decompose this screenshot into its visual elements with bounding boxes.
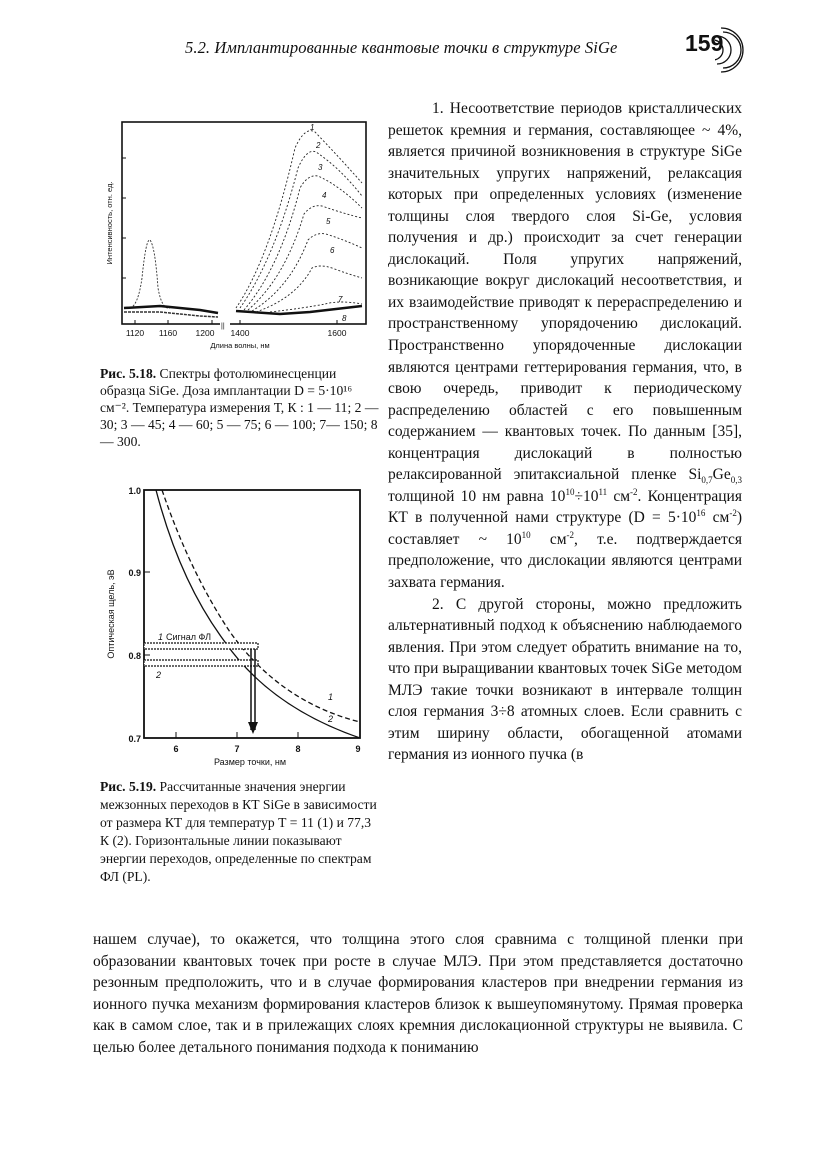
figure-caption-text: Спектры фотолюминесценции образца SiGe. Доза имплантации D = 5·10¹⁶ см⁻². Температура измерения Т, К : 1 — 11; 2 — 30; 3 — 45; 4 — 60; 5 — 75; 6 — 100; 7— 150; 8 — 300. <box>100 366 379 449</box>
page-number-arc-ornament-icon <box>715 24 749 76</box>
svg-text:0.7: 0.7 <box>128 734 141 744</box>
paragraph-continuation: нашем случае), то окажется, что толщина этого слоя сравнима с толщиной пленки при образовании квантовых точек при росте в случае МЛЭ. При этом представляется достаточно резонным предположить, что и в случае формирования кластеров при внедрении германия из ионного пучка механизм формирования кластеров близок к вышеупомянутому. Прямая проверка как в самом слое, так и в прилежащих слоях кремния дислокационной структуры не выявила. С целью более детального понимания подхода к пониманию <box>93 931 743 1056</box>
svg-text:1: 1 <box>310 123 315 132</box>
svg-text:Интенсивность, отн. ед.: Интенсивность, отн. ед. <box>105 181 114 265</box>
svg-text:7: 7 <box>338 295 343 304</box>
figure-5-18-caption <box>100 365 380 450</box>
svg-text:Оптическая щель, эВ: Оптическая щель, эВ <box>106 569 116 659</box>
svg-text:2: 2 <box>316 141 321 150</box>
svg-text:1160: 1160 <box>158 328 178 338</box>
svg-text:0.9: 0.9 <box>128 568 141 578</box>
svg-text:1: 1 <box>158 632 164 642</box>
right-column-text <box>388 98 742 766</box>
svg-text:7: 7 <box>234 744 240 754</box>
svg-text:1120: 1120 <box>125 328 145 338</box>
figure-5-18-pl-spectra-chart <box>100 118 368 358</box>
svg-text:1600: 1600 <box>327 328 347 338</box>
svg-text:1400: 1400 <box>230 328 250 338</box>
figure-caption-label: Рис. 5.18. <box>100 366 157 381</box>
running-title: 5.2. Имплантированные квантовые точки в структуре SiGe <box>185 38 618 57</box>
svg-text:Размер точки, нм: Размер точки, нм <box>213 757 287 767</box>
svg-text:2: 2 <box>156 670 162 680</box>
paragraph-1: 1. Несоответствие периодов кристаллических решеток кремния и германия, составляющее ~ 4%, является причиной возникновения в структуре SiGe значительных упругих напряжений, релаксация которых при определенных условиях (изменение толщины слоя твердого слоя Si-Ge, условия получения и др.) происходит за счет генерации дислокаций. Поля упругих напряжений, возникающие вокруг дислокаций несоответствия, и их взаимодействие приводят к перераспределению и пространственному упорядочению дислокаций. Пространственно упорядоченные дислокации являются центрами геттерирования германия, что, в свою очередь, приводит к периодическому распределению областей с его повышенным содержанием — квантовых точек. По данным [35], концентрация дислокаций в полностью релаксированной эпитаксиальной пленке $Si_{0,7}Ge_{0,3}$ толщиной 10 нм равна $10^{10}\div 10^{11}$ $см^{-2}$. Концентрация КТ в полученной нами структуре ($D = 5\cdot 10^{16}$ $см^{-2}$) составляет ~ $10^{10}$ $см^{-2}$, т.е. подтверждается предположение, что дислокации являются центрами захвата германия. <box>388 100 742 592</box>
svg-text:9: 9 <box>355 744 361 754</box>
svg-text:4: 4 <box>322 191 327 200</box>
svg-text:3: 3 <box>318 163 323 172</box>
svg-text:1200: 1200 <box>195 328 215 338</box>
running-header <box>185 30 745 70</box>
svg-text:2: 2 <box>328 714 334 724</box>
paragraph-2: 2. С другой стороны, можно предложить альтернативный подход к объяснению наблюдаемого явления. При этом следует обратить внимание на то, что при выращивании квантовых точек SiGe методом МЛЭ такие точки возникают в интервале толщин слоя германия 3÷8 атомных слоев. Если сравнить с этим ширину области, обогащенной атомами германия из ионного пучка (в <box>388 595 742 764</box>
page-number: 159 <box>685 30 724 56</box>
svg-text:1: 1 <box>328 692 334 702</box>
svg-text:6: 6 <box>330 246 335 255</box>
svg-text:0.8: 0.8 <box>128 651 141 661</box>
svg-text:8: 8 <box>295 744 301 754</box>
svg-text:||: || <box>221 323 225 330</box>
figure-caption-label: Рис. 5.19. <box>100 779 157 794</box>
full-width-paragraph <box>93 929 743 1058</box>
svg-text:5: 5 <box>326 217 331 226</box>
svg-text:8: 8 <box>342 314 347 323</box>
svg-text:6: 6 <box>173 744 179 754</box>
figure-5-19-optical-gap-chart <box>100 482 370 772</box>
svg-text:Сигнал ФЛ: Сигнал ФЛ <box>166 632 211 642</box>
figure-5-19-caption <box>100 778 380 886</box>
figure-caption-text: Рассчитанные значения энергии межзонных переходов в КТ SiGe в зависимости от размера КТ для температур Т = 11 (1) и 77,3 К (2). Горизонтальные линии показывают энергии переходов, определенные по спектрам ФЛ (PL). <box>100 779 377 884</box>
svg-text:1.0: 1.0 <box>128 486 141 496</box>
svg-text:Длина волны, нм: Длина волны, нм <box>210 341 270 350</box>
